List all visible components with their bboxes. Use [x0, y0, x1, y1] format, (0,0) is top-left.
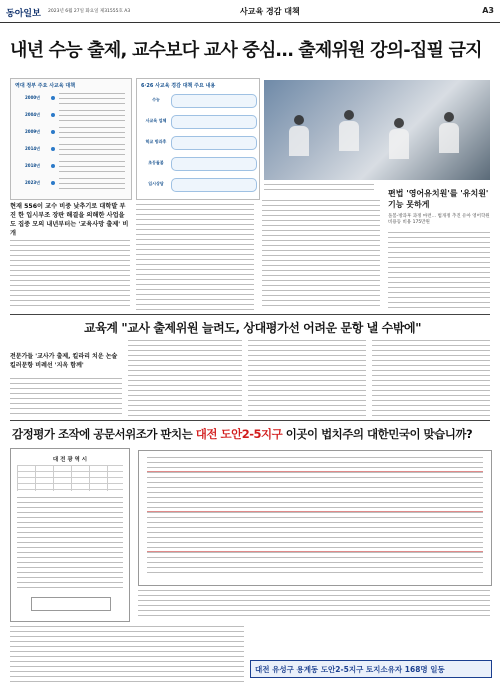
timeline-desc	[59, 110, 125, 122]
article-column	[136, 204, 254, 310]
sidebar-subheadline: 돌봄-방과후 과정 마련… 법개정 추진 유아 영어학원 비용등 비용 175만원	[388, 214, 490, 225]
person-body	[389, 129, 409, 159]
timeline-dot	[51, 113, 55, 117]
timeline-row	[15, 93, 125, 109]
article-column	[10, 240, 130, 310]
article-column	[128, 340, 242, 416]
document-body	[17, 497, 123, 591]
diagram-item	[171, 115, 257, 129]
person-head	[294, 115, 304, 125]
diagram-label: 입시상담	[148, 181, 164, 186]
official-document	[10, 448, 130, 622]
ad-headline	[12, 426, 472, 442]
timeline-year: 2014년	[25, 146, 40, 151]
diagram-title: 6·26 사교육 경감 대책 주요 내용	[141, 83, 216, 89]
timeline-row	[15, 110, 125, 126]
section-divider	[10, 314, 490, 315]
timeline-desc	[59, 178, 125, 190]
section2-headline: 교육계 "교사 출제위원 늘려도, 상대평가선 어려운 문항 낼 수밖에"	[84, 321, 422, 335]
diagram-item	[171, 178, 257, 192]
timeline-box	[10, 78, 132, 200]
notice-highlight	[147, 471, 483, 472]
timeline-row	[15, 178, 125, 194]
newspaper-logo: 동아일보	[6, 9, 41, 19]
timeline-dot	[51, 147, 55, 151]
timeline-desc	[59, 93, 125, 105]
section-title: 사교육 경감 대책	[240, 7, 300, 16]
timeline-year: 2023년	[25, 180, 40, 185]
timeline-row	[15, 144, 125, 160]
article-column	[372, 340, 490, 416]
diagram-label: 학교 방과후	[145, 139, 167, 144]
timeline-desc	[59, 127, 125, 139]
timeline-dot	[51, 130, 55, 134]
diagram-item	[171, 94, 257, 108]
timeline-year: 2000년	[25, 95, 40, 100]
photo-caption	[264, 184, 374, 192]
timeline-row	[15, 161, 125, 177]
timeline-desc	[59, 161, 125, 173]
diagram-item	[171, 136, 257, 150]
timeline-row	[15, 127, 125, 143]
person-body	[439, 123, 459, 153]
classroom-photo	[264, 80, 490, 180]
timeline-dot	[51, 164, 55, 168]
timeline-dot	[51, 96, 55, 100]
document-title: 대 전 광 역 시	[52, 457, 88, 463]
timeline-year: 2009년	[25, 129, 40, 134]
article-column	[262, 200, 380, 310]
section2-lead: 전문가들 '교사가 출제, 킬라리 치운 논술 킬러문항 비례선 '지옥 함께'	[10, 353, 118, 369]
ad-headline-suffix: 이곳이 법치주의 대한민국이 맞습니까?	[285, 427, 473, 441]
section-divider	[10, 420, 490, 421]
timeline-year: 2004년	[25, 112, 40, 117]
person-body	[289, 126, 309, 156]
main-lead: 현재 556이 교수 비중 낮추기로 대학발 부진 한 입시부조 장판 해결을 의해한 사업을 도 집중 모의 내년부터는 '교육사망 출제' 비개	[10, 203, 129, 237]
policy-diagram	[136, 78, 260, 200]
ad-footnote	[10, 626, 244, 684]
person-head	[344, 110, 354, 120]
document-table	[17, 465, 123, 491]
timeline-year: 2018년	[25, 163, 40, 168]
notice-body	[147, 457, 483, 577]
timeline-dot	[51, 181, 55, 185]
ad-headline-prefix: 감정평가 조작에 공문서위조가 판치는	[12, 427, 193, 441]
ad-notice	[138, 450, 492, 586]
person-head	[444, 112, 454, 122]
main-headline: 내년 수능 출제, 교수보다 교사 중심… 출제위원 강의-집필 금지	[10, 40, 482, 61]
page-number: A3	[482, 6, 494, 15]
timeline-desc	[59, 144, 125, 156]
diagram-label: 수능	[152, 97, 160, 102]
ad-headline-highlight: 대전 도안2-5지구	[195, 427, 283, 441]
sidebar-headline: 편법 '영어유치원'를 '유치원' 기능 못하게	[388, 189, 489, 209]
ad-banner-text: 대전 유성구 용계동 도안2-5지구 토지소유자 168명 일동	[255, 665, 445, 674]
diagram-item	[171, 157, 257, 171]
ad-body	[138, 590, 490, 620]
document-stamp	[31, 597, 111, 611]
dateline: 2023년 6월 27일 화요일 제31555호 A3	[48, 9, 131, 14]
timeline-title: 역대 정부 주요 사교육 대책	[15, 83, 76, 89]
notice-highlight	[147, 551, 483, 552]
notice-highlight	[147, 511, 483, 512]
person-body	[339, 121, 359, 151]
diagram-label: 초등돌봄	[148, 160, 164, 165]
article-column	[248, 340, 366, 416]
article-column	[10, 378, 122, 416]
person-head	[394, 118, 404, 128]
diagram-label: 사교육 업체	[145, 118, 167, 123]
article-column	[388, 232, 490, 310]
